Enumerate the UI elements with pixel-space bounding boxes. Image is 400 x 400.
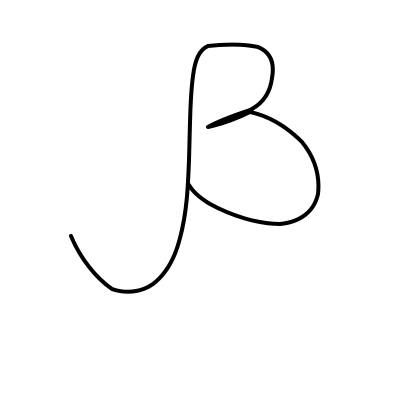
beta-glyph-stroke <box>71 45 318 292</box>
